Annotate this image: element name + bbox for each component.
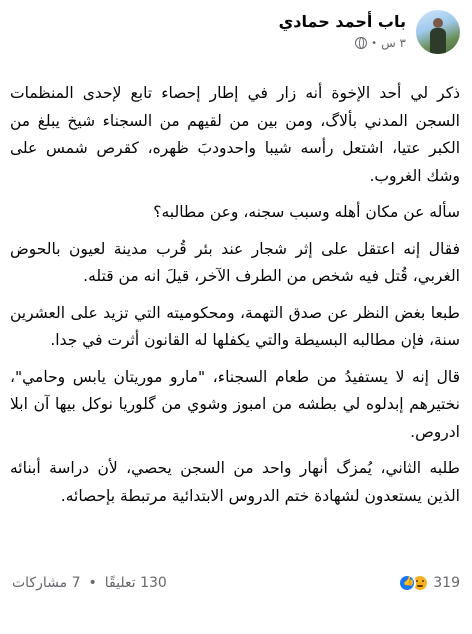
post-meta [279,10,406,50]
avatar-photo [430,18,446,54]
post-timestamp[interactable]: ٣ س [381,36,406,50]
author-name[interactable]: باب أحمد حمادي [278,12,406,31]
post-paragraph: طبعا بغض النظر عن صدق التهمة، ومحكوميته التي تزيد على العشرين سنة، فإن مطالبه البسيطة والتي يكفلها له القانون أثرت في جدا. [10,303,460,349]
globe-icon [355,37,367,49]
reactions-summary[interactable] [398,574,460,592]
post-paragraph: فقال إنه اعتقل على إثر شجار عند بئر قُرب مدينة لعيون بالحوض الغربي، قُتل فيه شخص من الطرف الآخر، قيلَ انه من قتله. [10,239,460,285]
shares-count[interactable]: 7 مشاركات [12,575,81,591]
post-paragraph: طلبه الثاني، يُمزگ أنهار واحد من السجن يحصي، لأن دراسة أبنائه الذين يستعدون لشهادة ختم الدروس الابتدائية مرتبطة بإحصائه. [10,459,460,505]
post-paragraph: ذكر لي أحد الإخوة أنه زار في إطار إحصاء تابع لإحدى المنظمات السجن المدني بألاگ، ومن بين من لقيهم من السجناء شيخ يبلغ من الكبر عتيا، اشتعل رأسه شيبا واحدودبَ ظهره، كقرص شمس على وشك الغروب. [10,84,460,185]
post-paragraph: قال إنه لا يستفيدُ من طعام السجناء، "مارو موريتان يابس وحامي"، نختيرهم إبدلوه لي بطشه من امبوز وشوي من گلوريا نوكل بيها آن ابلا ادروص. [10,367,460,441]
author-avatar[interactable] [416,10,460,54]
reaction-icons [398,574,429,592]
post-footer [12,572,460,594]
post-time-row [279,36,406,50]
post-body [10,80,460,519]
post-paragraph: سأله عن مكان أهله وسبب سجنه، وعن مطالبه؟ [153,203,460,221]
reaction-count[interactable]: 319 [433,575,460,591]
engagement-stats [12,575,167,591]
post-header [12,10,460,68]
time-separator: • [371,37,378,49]
stats-separator: • [88,575,97,591]
comments-count[interactable]: 130 تعليقًا [104,575,167,591]
